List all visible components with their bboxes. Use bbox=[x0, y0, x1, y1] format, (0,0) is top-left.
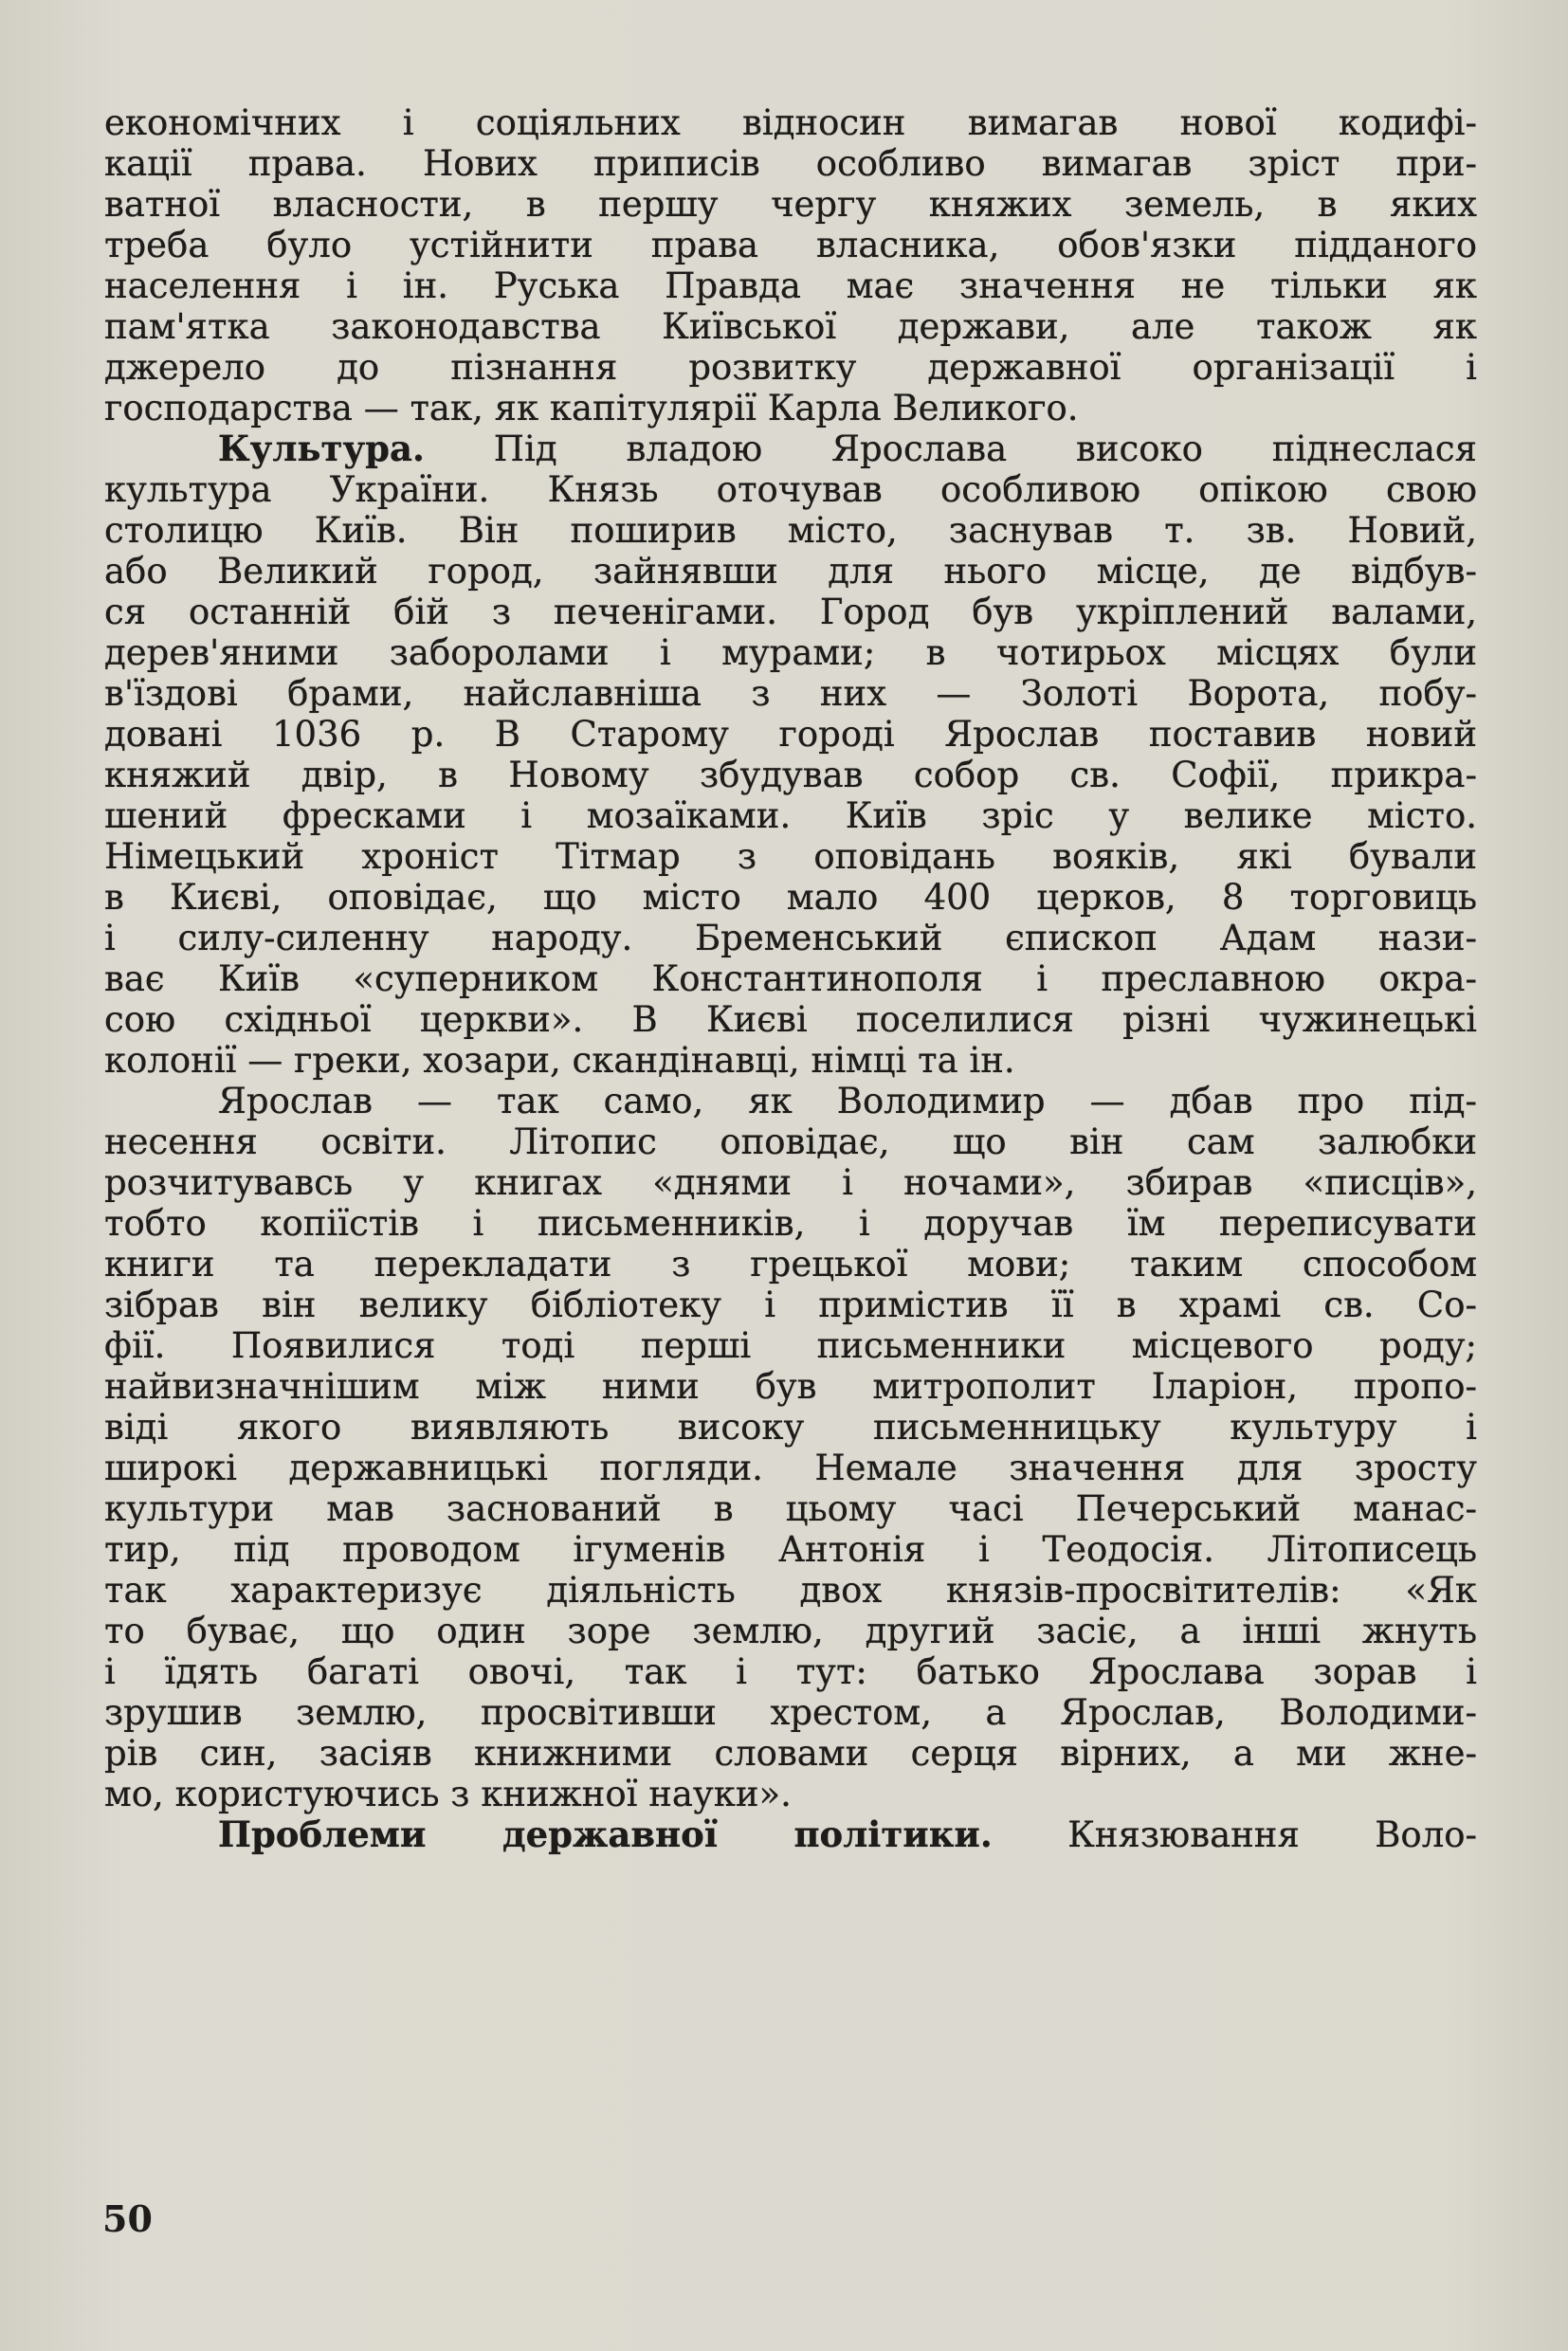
text-line bbox=[104, 1203, 1477, 1244]
section-heading: Проблеми державної політики. bbox=[218, 1813, 993, 1855]
line-text: ває Київ «суперником Константинополя і преславною окра- bbox=[104, 958, 1477, 999]
line-text: столицю Київ. Він поширив місто, заснував т. зв. Новий, bbox=[104, 510, 1477, 551]
line-text: мо, користуючись з книжної науки». bbox=[104, 1774, 792, 1814]
line-text: Ярослав — так само, як Володимир — дбав про під- bbox=[218, 1081, 1477, 1121]
line-text: господарства — так, як капітулярії Карла Великого. bbox=[104, 388, 1079, 428]
line-text: в'їздові брами, найславніша з них — Золоті Ворота, побу- bbox=[104, 673, 1477, 714]
line-text: фії. Появилися тоді перші письменники місцевого роду; bbox=[104, 1325, 1477, 1366]
text-line bbox=[104, 918, 1477, 958]
line-text: так характеризує діяльність двох князів-просвітителів: «Як bbox=[104, 1570, 1477, 1611]
text-line bbox=[104, 1448, 1477, 1488]
line-text: довані 1036 р. В Старому городі Ярослав поставив новий bbox=[104, 714, 1477, 755]
line-text: то буває, що один зоре землю, другий засіє, а інші жнуть bbox=[104, 1611, 1477, 1651]
line-text: княжий двір, в Новому збудував собор св. Софії, прикра- bbox=[104, 755, 1477, 795]
line-text: найвизначнішим між ними був митрополит Іларіон, пропо- bbox=[104, 1366, 1477, 1407]
text-line bbox=[104, 469, 1477, 510]
text-line bbox=[104, 795, 1477, 836]
line-text: ся останній бій з печенігами. Город був укріплений валами, bbox=[104, 592, 1477, 632]
text-line bbox=[104, 1366, 1477, 1407]
text-line bbox=[104, 755, 1477, 795]
line-text: культури мав заснований в цьому часі Печерський манас- bbox=[104, 1488, 1477, 1529]
text-line bbox=[104, 1570, 1477, 1611]
section-heading: Культура. bbox=[218, 428, 425, 469]
line-text: книги та перекладати з грецької мови; таким способом bbox=[104, 1244, 1477, 1285]
text-line bbox=[104, 836, 1477, 877]
text-line bbox=[104, 1529, 1477, 1570]
line-text: Німецький хроніст Тітмар з оповідань вояків, які бували bbox=[104, 836, 1477, 877]
line-text: колонії — греки, хозари, скандінавці, німці та ін. bbox=[104, 1040, 1015, 1081]
text-line bbox=[104, 1121, 1477, 1162]
line-text: пам'ятка законодавства Київської держави, але також як bbox=[104, 306, 1477, 347]
line-text: і силу-силенну народу. Бременський єпископ Адам нази- bbox=[104, 918, 1477, 958]
text-line bbox=[104, 1488, 1477, 1529]
text-line bbox=[104, 714, 1477, 755]
text-line bbox=[104, 1244, 1477, 1285]
line-text: економічних і соціяльних відносин вимагав нової кодифі- bbox=[104, 102, 1477, 143]
text-line bbox=[104, 347, 1477, 388]
line-text: і їдять багаті овочі, так і тут: батько Ярослава зорав і bbox=[104, 1651, 1477, 1692]
text-line bbox=[104, 1081, 1477, 1121]
text-line bbox=[104, 1325, 1477, 1366]
text-line bbox=[104, 388, 1477, 428]
text-line bbox=[104, 592, 1477, 632]
line-text: джерело до пізнання розвитку державної організації і bbox=[104, 347, 1477, 388]
line-text: треба було устійнити права власника, обов'язки підданого bbox=[104, 225, 1477, 265]
text-line bbox=[104, 673, 1477, 714]
text-line bbox=[104, 428, 1477, 469]
line-text: несення освіти. Літопис оповідає, що він сам залюбки bbox=[104, 1121, 1477, 1162]
page-number: 50 bbox=[102, 2197, 153, 2240]
text-line bbox=[104, 265, 1477, 306]
line-text: розчитувавсь у книгах «днями і ночами», збирав «писців», bbox=[104, 1162, 1477, 1203]
body-text bbox=[104, 102, 1477, 1855]
line-text: широкі державницькі погляди. Немале значення для зросту bbox=[104, 1448, 1477, 1488]
line-text: або Великий город, зайнявши для нього місце, де відбув- bbox=[104, 551, 1477, 592]
text-line bbox=[104, 1407, 1477, 1448]
line-text: Князювання Воло- bbox=[992, 1814, 1477, 1855]
text-line bbox=[104, 1040, 1477, 1081]
text-line bbox=[104, 1774, 1477, 1814]
text-line bbox=[104, 184, 1477, 225]
text-line bbox=[104, 1285, 1477, 1325]
text-line bbox=[104, 1814, 1477, 1855]
text-line bbox=[104, 877, 1477, 918]
text-line bbox=[104, 225, 1477, 265]
text-line bbox=[104, 999, 1477, 1040]
line-text: ватної власности, в першу чергу княжих земель, в яких bbox=[104, 184, 1477, 225]
text-line bbox=[104, 1162, 1477, 1203]
line-text: зібрав він велику бібліотеку і примістив її в храмі св. Со- bbox=[104, 1285, 1477, 1325]
text-line bbox=[104, 1611, 1477, 1651]
line-text: зрушив землю, просвітивши хрестом, а Ярослав, Володими- bbox=[104, 1692, 1477, 1733]
text-line bbox=[104, 306, 1477, 347]
line-text: тир, під проводом ігуменів Антонія і Теодосія. Літописець bbox=[104, 1529, 1477, 1570]
text-line bbox=[104, 632, 1477, 673]
text-line bbox=[104, 143, 1477, 184]
text-line bbox=[104, 1733, 1477, 1774]
line-text: кації права. Нових приписів особливо вимагав зріст при- bbox=[104, 143, 1477, 184]
line-text: культура України. Князь оточував особливою опікою свою bbox=[104, 469, 1477, 510]
line-text: Під владою Ярослава високо піднеслася bbox=[424, 428, 1477, 469]
line-text: шений фресками і мозаїками. Київ зріс у велике місто. bbox=[104, 795, 1477, 836]
line-text: в Києві, оповідає, що місто мало 400 церков, 8 торговиць bbox=[104, 877, 1477, 918]
line-text: рів син, засіяв книжними словами серця вірних, а ми жне- bbox=[104, 1733, 1477, 1774]
line-text: сою східньої церкви». В Києві поселилися різні чужинецькі bbox=[104, 999, 1477, 1040]
line-text: віді якого виявляють високу письменницьку культуру і bbox=[104, 1407, 1477, 1448]
text-line bbox=[104, 102, 1477, 143]
text-line bbox=[104, 510, 1477, 551]
line-text: дерев'яними заборолами і мурами; в чотирьох місцях були bbox=[104, 632, 1477, 673]
text-line bbox=[104, 1692, 1477, 1733]
text-line bbox=[104, 958, 1477, 999]
line-text: тобто копіїстів і письменників, і доручав їм переписувати bbox=[104, 1203, 1477, 1244]
text-line bbox=[104, 1651, 1477, 1692]
line-text: населення і ін. Руська Правда має значення не тільки як bbox=[104, 265, 1477, 306]
text-line bbox=[104, 551, 1477, 592]
